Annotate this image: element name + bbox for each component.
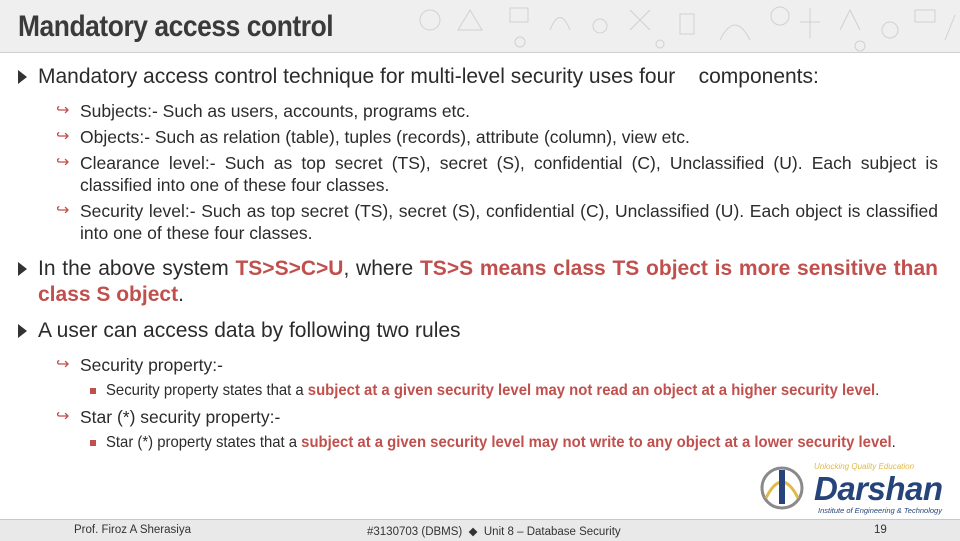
background-doodle-icon: [400, 0, 960, 52]
bullet-text: Mandatory access control technique for multi-level security uses four components:: [38, 65, 819, 88]
detail-text: .: [891, 434, 896, 451]
detail-line: [106, 380, 879, 402]
sub-bullet-text: Star (*) security property:-: [80, 407, 281, 427]
darshan-logo: [752, 458, 957, 518]
logo-wordmark: Darshan: [814, 470, 943, 507]
darshan-emblem-icon: [752, 458, 812, 518]
arrow-bullet-icon: [18, 70, 27, 84]
square-bullet-icon: [90, 388, 96, 394]
arrow-bullet-icon: [18, 262, 27, 276]
page-number: 19: [874, 524, 887, 536]
sub-bullet-text: Subjects:- Such as users, accounts, programs etc.: [80, 101, 471, 121]
footer-author: Prof. Firoz A Sherasiya: [74, 524, 191, 536]
slide-content: [18, 64, 938, 458]
detail-star-property: [18, 432, 938, 454]
rule-highlight: subject at a given security level may not write to any object at a lower security level: [301, 434, 892, 451]
bullet-system-order: [18, 256, 938, 308]
footer-course: #3130703 (DBMS) ◆ Unit 8 – Database Security: [367, 526, 621, 538]
bullet-two-rules: [18, 318, 938, 344]
hook-arrow-icon: ↪: [56, 154, 70, 171]
detail-line: [106, 432, 896, 454]
title-bar: [0, 0, 960, 53]
sub-bullet-subjects: [18, 100, 938, 122]
sub-bullet-star-property: [18, 406, 938, 428]
bullet-text: In the above system: [38, 257, 236, 280]
sub-bullet-security-property: [18, 354, 938, 376]
hook-arrow-icon: ↪: [56, 356, 70, 373]
hook-arrow-icon: ↪: [56, 202, 70, 219]
bullet-mac-technique: [18, 64, 938, 90]
hook-arrow-icon: ↪: [56, 408, 70, 425]
rule-highlight: subject at a given security level may not read an object at a higher security level: [307, 382, 876, 399]
logo-subtitle: Institute of Engineering & Technology: [818, 506, 942, 515]
detail-text: Star (*) property states that a: [106, 434, 302, 451]
sub-bullet-text: Security level:- Such as top secret (TS), secret (S), confidential (C), Unclassified (U). Each object is classified into one of these four classes.: [80, 201, 938, 243]
logo-tagline: Unlocking Quality Education: [814, 462, 915, 471]
page-title: Mandatory access control: [18, 10, 334, 43]
detail-security-property: [18, 380, 938, 402]
square-bullet-icon: [90, 440, 96, 446]
bullet-text: , where: [343, 257, 420, 280]
detail-text: .: [875, 382, 880, 399]
sensitivity-highlight: TS>S means class TS object is more sensitive than class S object: [38, 257, 938, 306]
sub-bullet-text: Clearance level:- Such as top secret (TS), secret (S), confidential (C), Unclassified (U). Each subject is classified into one of these four classes.: [80, 153, 938, 195]
sub-bullet-clearance-level: [18, 152, 938, 196]
footer: [0, 519, 960, 541]
sub-bullet-security-level: [18, 200, 938, 244]
hook-arrow-icon: ↪: [56, 128, 70, 145]
arrow-bullet-icon: [18, 324, 27, 338]
sub-bullet-text: Objects:- Such as relation (table), tuples (records), attribute (column), view etc.: [80, 127, 690, 147]
bullet-text: .: [178, 283, 184, 306]
hook-arrow-icon: ↪: [56, 102, 70, 119]
hierarchy-highlight: TS>S>C>U: [235, 257, 344, 280]
bullet-text: A user can access data by following two rules: [38, 319, 461, 342]
detail-text: Security property states that a: [106, 382, 308, 399]
sub-bullet-objects: [18, 126, 938, 148]
sub-bullet-text: Security property:-: [80, 355, 223, 375]
